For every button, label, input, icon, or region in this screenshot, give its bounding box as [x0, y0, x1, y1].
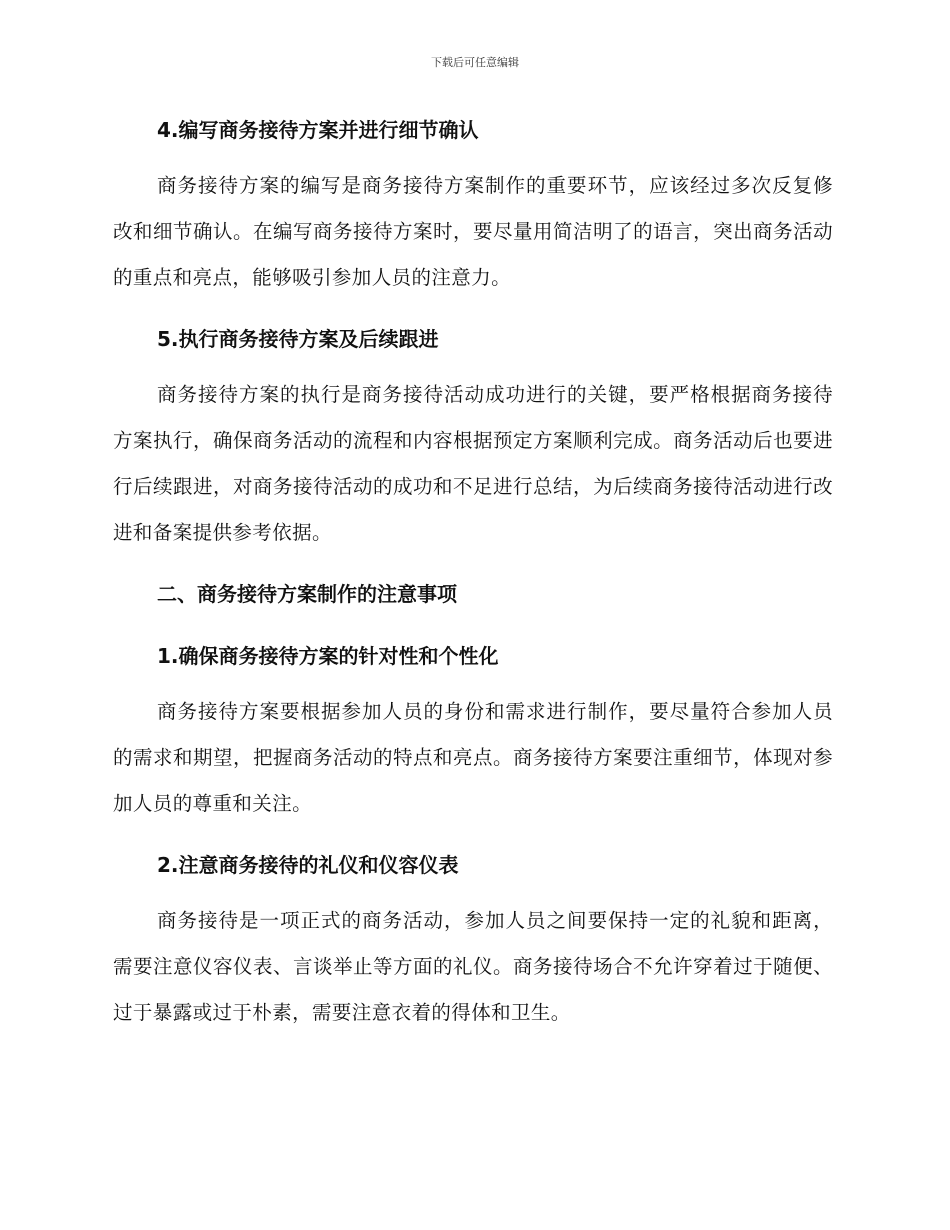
section-paragraph-5: 商务接待方案的执行是商务接待活动成功进行的关键，要严格根据商务接待方案执行，确保商务活动的流程和内容根据预定方案顺利完成。商务活动后也要进行后续跟进，对商务接待活动的成功和不足进行总结，为后续商务接待活动进行改进和备案提供参考依据。: [113, 383, 833, 544]
page-header-note: 下载后可任意编辑: [431, 56, 519, 69]
document-body: [113, 116, 833, 1036]
part-two-heading: 二、商务接待方案制作的注意事项: [157, 582, 457, 606]
subsection-paragraph-2: 商务接待是一项正式的商务活动，参加人员之间要保持一定的礼貌和距离，需要注意仪容仪表、言谈举止等方面的礼仪。商务接待场合不允许穿着过于随便、过于暴露或过于朴素，需要注意衣着的得体和卫生。: [113, 909, 833, 1024]
subsection-heading-2: 2.注意商务接待的礼仪和仪容仪表: [157, 853, 459, 877]
subsection-heading-1: 1.确保商务接待方案的针对性和个性化: [157, 644, 499, 668]
section-heading-4: 4.编写商务接待方案并进行细节确认: [157, 118, 479, 142]
section-heading-5: 5.执行商务接待方案及后续跟进: [157, 327, 439, 351]
subsection-paragraph-1: 商务接待方案要根据参加人员的身份和需求进行制作，要尽量符合参加人员的需求和期望，把握商务活动的特点和亮点。商务接待方案要注重细节，体现对参加人员的尊重和关注。: [113, 700, 833, 815]
section-paragraph-4: 商务接待方案的编写是商务接待方案制作的重要环节，应该经过多次反复修改和细节确认。在编写商务接待方案时，要尽量用简洁明了的语言，突出商务活动的重点和亮点，能够吸引参加人员的注意力。: [113, 174, 833, 289]
